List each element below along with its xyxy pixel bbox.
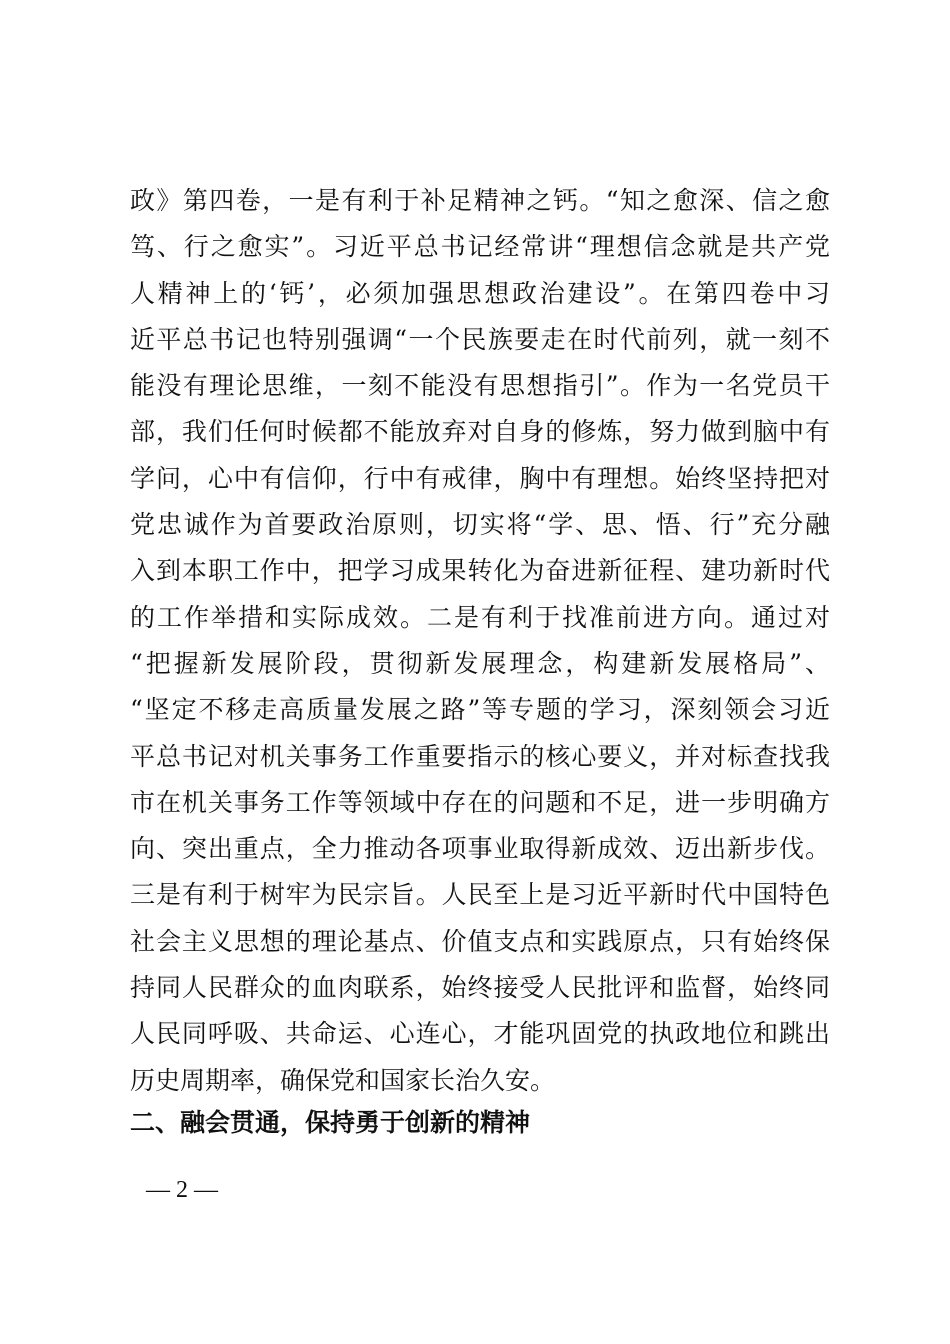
- paragraph-line: 近平总书记也特别强调“一个民族要走在时代前列，就一刻不: [130, 324, 830, 354]
- paragraph-line: 的工作举措和实际成效。二是有利于找准前进方向。通过对: [130, 602, 830, 632]
- paragraph-line: 平总书记对机关事务工作重要指示的核心要义，并对标查找我: [130, 741, 830, 771]
- body-paragraph: [130, 178, 830, 1104]
- paragraph-line: 入到本职工作中，把学习成果转化为奋进新征程、建功新时代: [130, 556, 830, 586]
- paragraph-line: “把握新发展阶段，贯彻新发展理念，构建新发展格局”、: [130, 648, 830, 678]
- paragraph-line: 笃、行之愈实”。习近平总书记经常讲“理想信念就是共产党: [130, 232, 830, 262]
- paragraph-line: 人民同呼吸、共命运、心连心，才能巩固党的执政地位和跳出: [130, 1019, 830, 1049]
- paragraph-line: “坚定不移走高质量发展之路”等专题的学习，深刻领会习近: [130, 695, 830, 725]
- paragraph-line: 市在机关事务工作等领域中存在的问题和不足，进一步明确方: [130, 787, 830, 817]
- section-heading: 二、融会贯通，保持勇于创新的精神: [130, 1108, 531, 1137]
- paragraph-line: 能没有理论思维，一刻不能没有思想指引”。作为一名党员干: [130, 371, 830, 401]
- paragraph-line: 人精神上的‘钙’，必须加强思想政治建设”。在第四卷中习: [130, 278, 830, 308]
- paragraph-line: 向、突出重点，全力推动各项事业取得新成效、迈出新步伐。: [130, 834, 830, 864]
- page-number: — 2 —: [146, 1177, 218, 1203]
- paragraph-line: 历史周期率，确保党和国家长治久安。: [130, 1065, 556, 1095]
- paragraph-line: 社会主义思想的理论基点、价值支点和实践原点，只有始终保: [130, 926, 830, 956]
- paragraph-line: 党忠诚作为首要政治原则，切实将“学、思、悟、行”充分融: [130, 510, 830, 540]
- paragraph-line: 学问，心中有信仰，行中有戒律，胸中有理想。始终坚持把对: [130, 463, 830, 493]
- paragraph-line: 部，我们任何时候都不能放弃对自身的修炼，努力做到脑中有: [130, 417, 830, 447]
- paragraph-line: 三是有利于树牢为民宗旨。人民至上是习近平新时代中国特色: [130, 880, 830, 910]
- paragraph-line: 政》第四卷，一是有利于补足精神之钙。“知之愈深、信之愈: [130, 186, 830, 215]
- paragraph-line: 持同人民群众的血肉联系，始终接受人民批评和监督，始终同: [130, 973, 830, 1003]
